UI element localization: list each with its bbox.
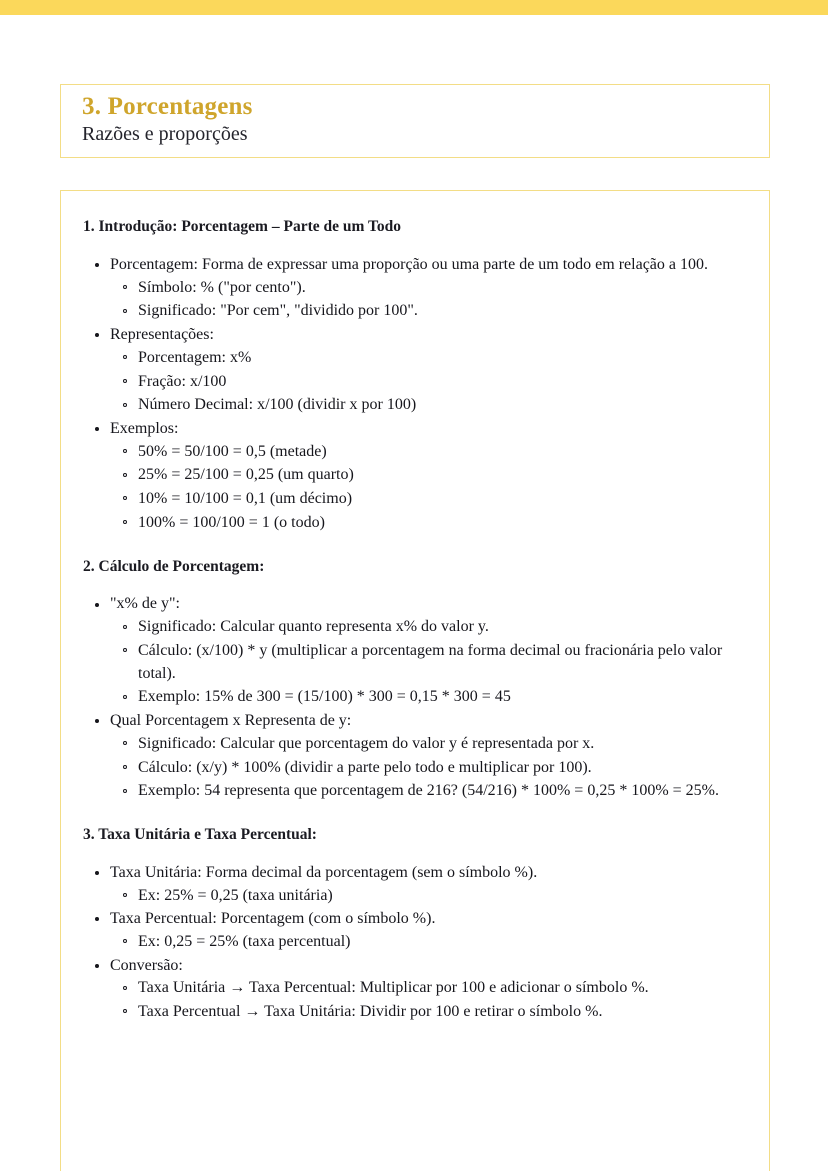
section-heading: 1. Introdução: Porcentagem – Parte de um Todo (83, 218, 402, 235)
bullet-circle-icon (123, 379, 127, 383)
sub-list-item-label: 10% = 10/100 = 0,1 (um décimo) (138, 490, 353, 508)
list-item-label: Representações: (110, 326, 214, 344)
content-body (61, 191, 769, 1024)
sub-list-item (110, 277, 745, 300)
bullet-dot-icon (95, 917, 99, 921)
bullet-dot-icon (95, 263, 99, 267)
sub-list-item-label: Cálculo: (x/100) * y (multiplicar a porcentagem na forma decimal ou fracionária pelo valor total). (138, 641, 723, 682)
sub-list-item (110, 931, 745, 954)
list-item (83, 908, 745, 953)
page-title: 3. Porcentagens (82, 93, 253, 120)
sub-list-item-label: Exemplo: 54 representa que porcentagem de 216? (54/216) * 100% = 0,25 * 100% = 25%. (138, 782, 720, 800)
sub-list-item-label: Significado: "Por cem", "dividido por 100". (138, 302, 418, 320)
sub-list-item-label: Símbolo: % ("por cento"). (138, 278, 306, 296)
bullet-dot-icon (95, 603, 99, 607)
list-item-label: Porcentagem: Forma de expressar uma proporção ou uma parte de um todo em relação a 100. (110, 255, 709, 273)
bullet-circle-icon (123, 741, 127, 745)
document-header-box (60, 84, 770, 158)
content-section (83, 825, 745, 1024)
bullet-list (83, 862, 745, 1024)
list-item (83, 324, 745, 417)
bullet-circle-icon (123, 285, 127, 289)
list-item (83, 955, 745, 1024)
sub-list-item-label: Significado: Calcular que porcentagem do valor y é representada por x. (138, 734, 595, 752)
section-heading: 2. Cálculo de Porcentagem: (83, 557, 265, 575)
list-item (83, 710, 745, 803)
bullet-dot-icon (95, 427, 99, 431)
sub-bullet-list (110, 733, 745, 803)
sub-list-item (110, 464, 745, 487)
sub-list-item (110, 394, 745, 417)
list-item (83, 254, 745, 323)
sub-list-item (110, 733, 745, 756)
bullet-dot-icon (95, 719, 99, 723)
sub-list-item-label: Ex: 25% = 0,25 (taxa unitária) (138, 886, 333, 904)
bullet-circle-icon (123, 986, 127, 990)
list-item-label: Taxa Percentual: Porcentagem (com o símbolo %). (110, 910, 436, 928)
sub-list-item (110, 441, 745, 464)
top-accent-bar (0, 0, 828, 15)
list-item-label: Taxa Unitária: Forma decimal da porcentagem (sem o símbolo %). (110, 863, 538, 881)
list-item (83, 593, 745, 709)
bullet-list (83, 254, 745, 535)
list-item (83, 418, 745, 535)
bullet-circle-icon (123, 520, 127, 524)
sub-list-item-label: Taxa Unitária → Taxa Percentual: Multiplicar por 100 e adicionar o símbolo %. (138, 979, 649, 997)
sub-list-item-label: Exemplo: 15% de 300 = (15/100) * 300 = 0,15 * 300 = 45 (138, 688, 511, 706)
document-content-box (60, 190, 770, 1171)
sub-list-item (110, 780, 745, 803)
bullet-circle-icon (123, 355, 127, 359)
sub-list-item (110, 640, 745, 685)
page-subtitle: Razões e proporções (82, 123, 248, 145)
bullet-circle-icon (123, 893, 127, 897)
bullet-circle-icon (123, 309, 127, 313)
list-item-label: Conversão: (110, 956, 183, 974)
bullet-circle-icon (123, 695, 127, 699)
sub-list-item-label: Ex: 0,25 = 25% (taxa percentual) (138, 933, 351, 951)
sub-list-item (110, 616, 745, 639)
sub-bullet-list (110, 441, 745, 535)
bullet-circle-icon (123, 765, 127, 769)
document-page (0, 15, 828, 1171)
bullet-circle-icon (123, 939, 127, 943)
sub-list-item-label: Taxa Percentual → Taxa Unitária: Dividir por 100 e retirar o símbolo %. (138, 1003, 603, 1021)
sub-list-item (110, 686, 745, 709)
sub-list-item (110, 1001, 745, 1024)
sub-list-item-label: Número Decimal: x/100 (dividir x por 100) (138, 396, 417, 414)
sub-bullet-list (110, 977, 745, 1023)
sub-list-item-label: Significado: Calcular quanto representa x% do valor y. (138, 618, 489, 636)
sub-list-item (110, 347, 745, 370)
sub-list-item (110, 885, 745, 908)
bullet-circle-icon (123, 625, 127, 629)
sub-list-item (110, 977, 745, 1000)
section-heading: 3. Taxa Unitária e Taxa Percentual: (83, 825, 317, 843)
sub-bullet-list (110, 347, 745, 417)
sub-list-item-label: 25% = 25/100 = 0,25 (um quarto) (138, 466, 354, 484)
list-item (83, 862, 745, 907)
sub-list-item (110, 371, 745, 394)
sub-list-item-label: Cálculo: (x/y) * 100% (dividir a parte pelo todo e multiplicar por 100). (138, 758, 592, 776)
bullet-circle-icon (123, 496, 127, 500)
sub-bullet-list (110, 277, 745, 323)
sub-bullet-list (110, 885, 745, 908)
bullet-circle-icon (123, 789, 127, 793)
sub-list-item-label: 100% = 100/100 = 1 (o todo) (138, 513, 325, 531)
bullet-circle-icon (123, 1009, 127, 1013)
content-section (83, 557, 745, 803)
sub-bullet-list (110, 931, 745, 954)
sub-list-item-label: 50% = 50/100 = 0,5 (metade) (138, 442, 327, 460)
bullet-circle-icon (123, 449, 127, 453)
bullet-dot-icon (95, 333, 99, 337)
sub-list-item (110, 488, 745, 511)
list-item-label: Qual Porcentagem x Representa de y: (110, 712, 352, 730)
bullet-dot-icon (95, 964, 99, 968)
list-item-label: Exemplos: (110, 419, 179, 437)
bullet-circle-icon (123, 473, 127, 477)
list-item-label: "x% de y": (110, 595, 180, 613)
sub-list-item (110, 300, 745, 323)
bullet-circle-icon (123, 403, 127, 407)
content-section (83, 217, 745, 535)
sub-list-item (110, 757, 745, 780)
bullet-circle-icon (123, 648, 127, 652)
sub-bullet-list (110, 616, 745, 709)
sub-list-item-label: Porcentagem: x% (138, 348, 252, 366)
bullet-dot-icon (95, 871, 99, 875)
sub-list-item (110, 512, 745, 535)
sub-list-item-label: Fração: x/100 (138, 372, 227, 390)
bullet-list (83, 593, 745, 802)
